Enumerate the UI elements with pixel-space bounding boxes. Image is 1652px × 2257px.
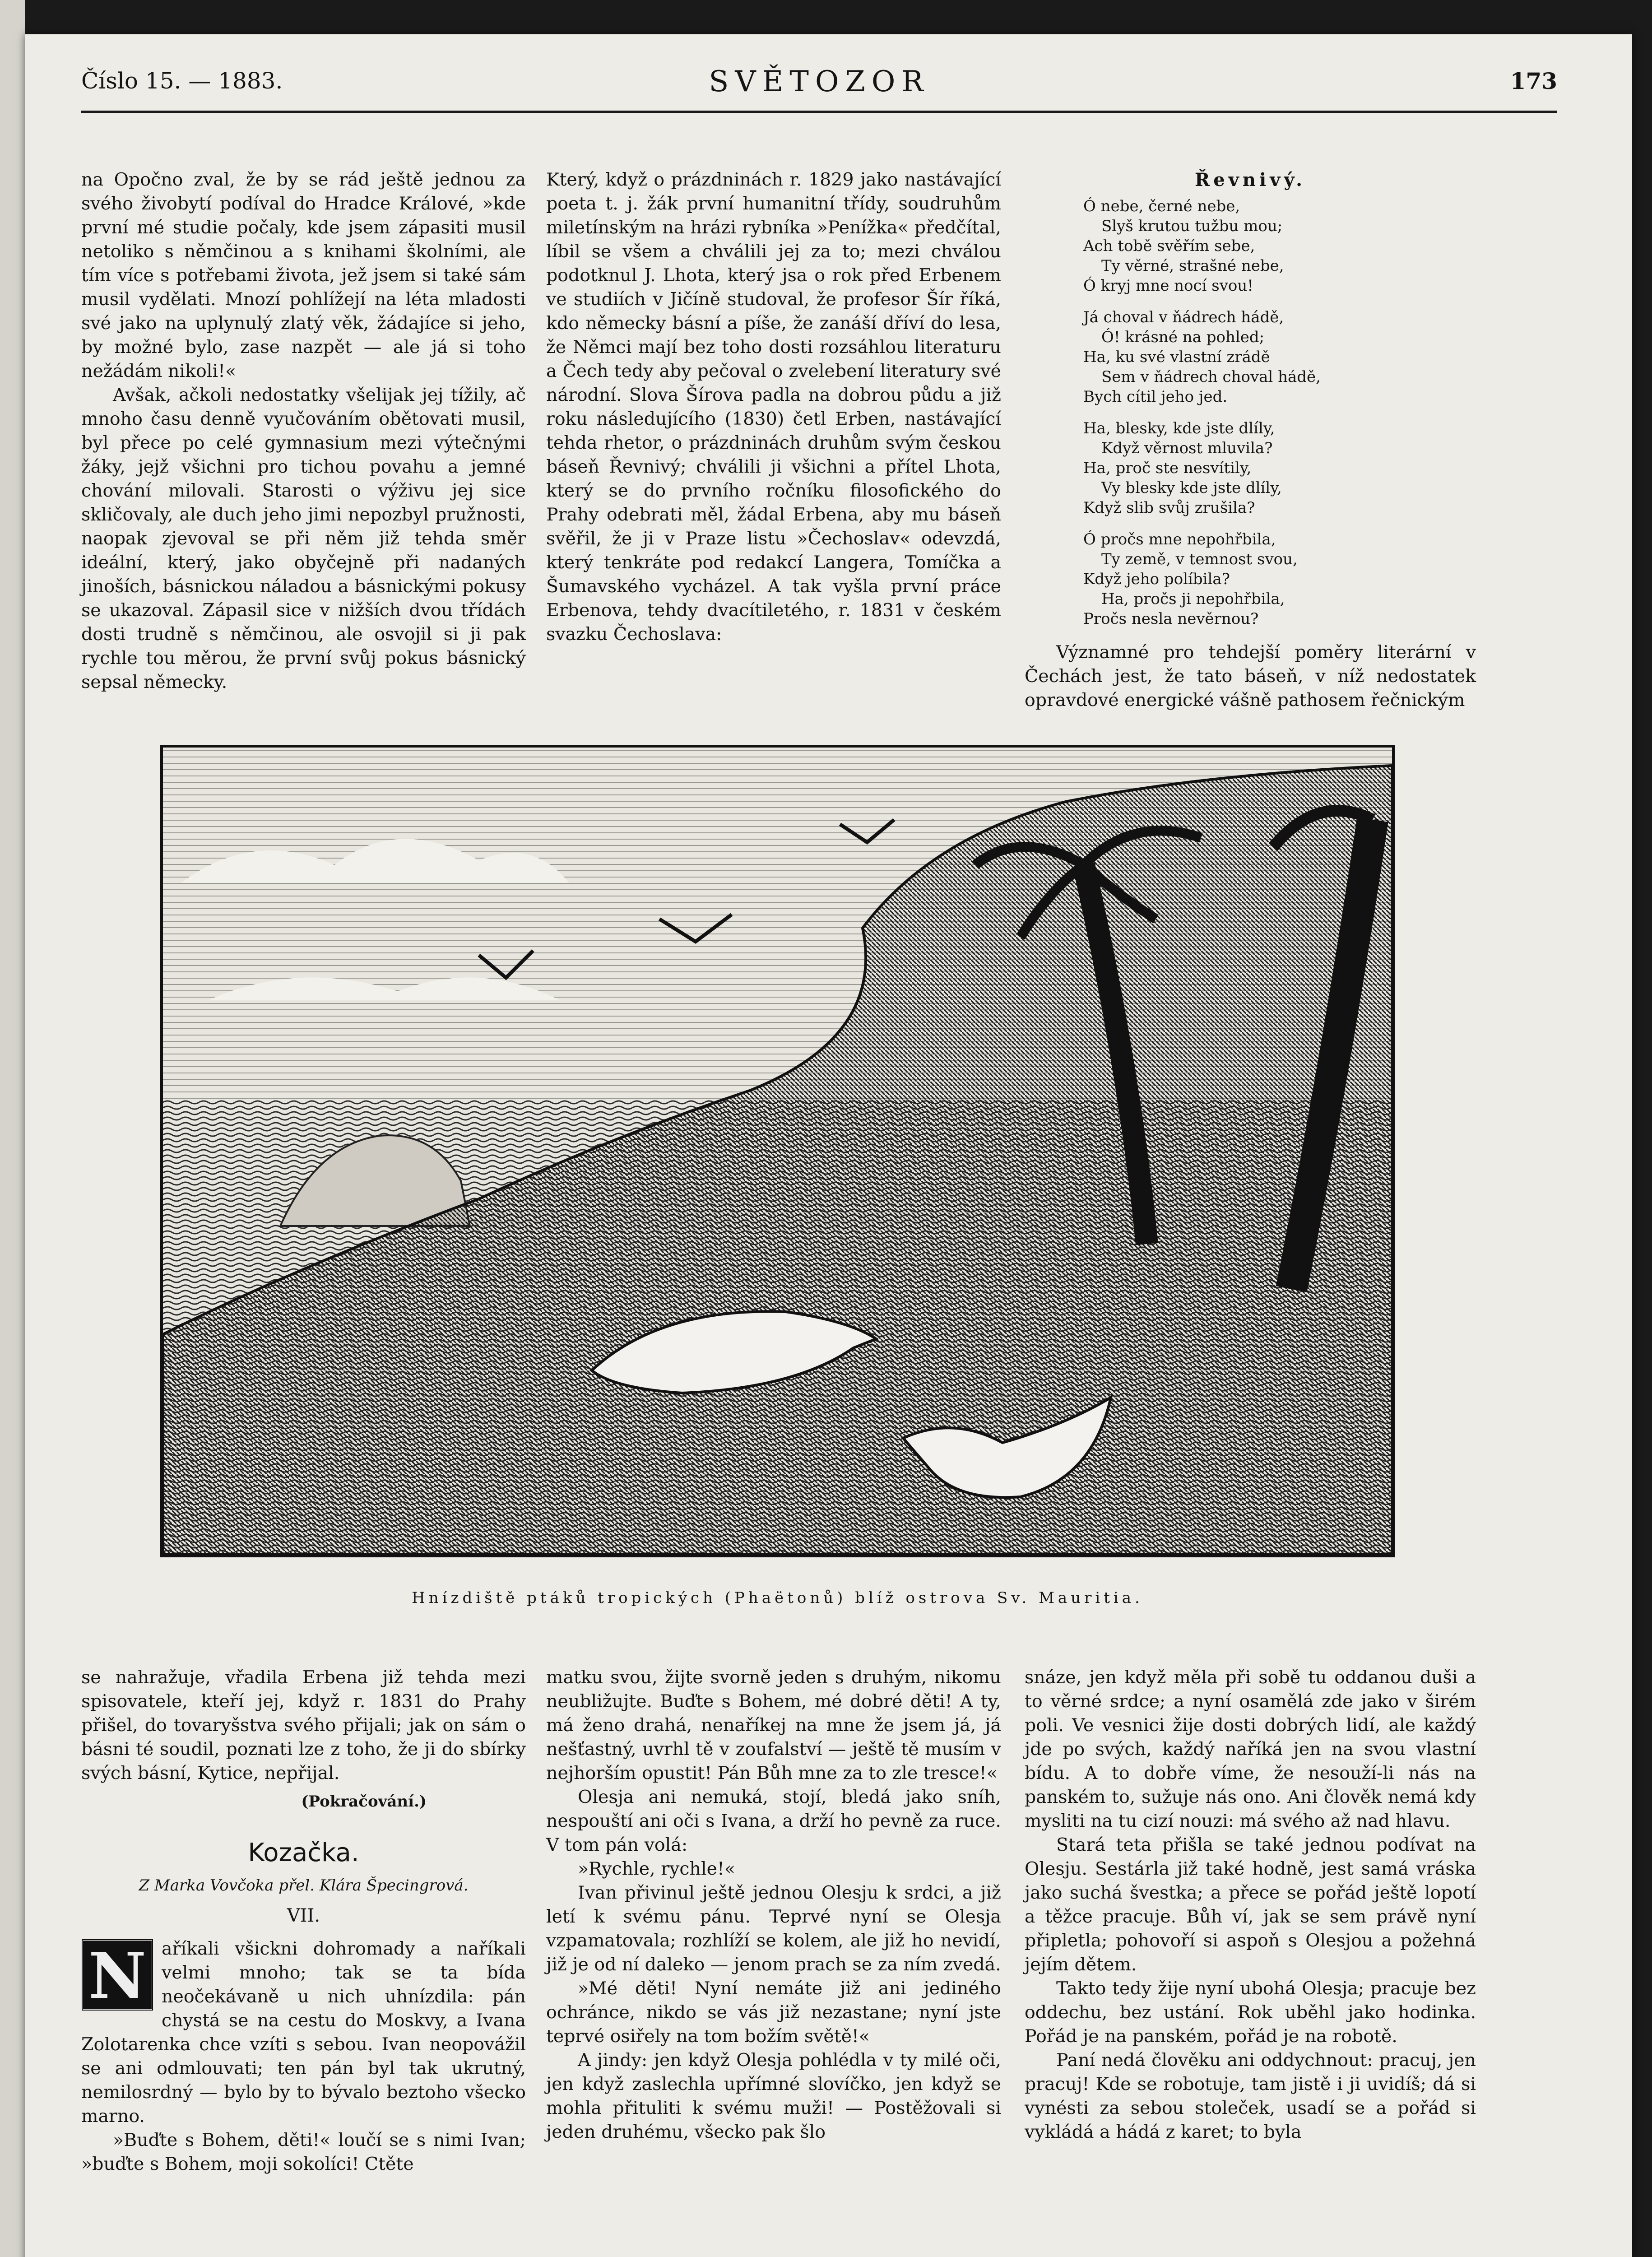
poem-line: Ó kryj mne nocí svou! <box>1083 277 1253 295</box>
paragraph: na Opočno zval, že by se rád ještě jednou za svého živobytí podíval do Hradce Králové, »kde první mé studie počaly, kde jsem zápasiti musil netoliko s němčinou a s knihami školními, ale tím více s potřebami života, jež jsem si také sám musil vydělati. Mnozí pohlížejí na léta mladosti své jako na uplynulý zlatý věk, žádajíce si jeho, by možné bylo, zase nazpět — ale já si toho nežádám nikoli!« <box>81 169 526 381</box>
poem-stanza <box>1025 196 1476 296</box>
paragraph: Významné pro tehdejší poměry literární v Čechách jest, že tato báseň, v níž nedostatek opravdové energické vášně pathosem řečnickým <box>1025 642 1476 711</box>
paragraph <box>81 1937 526 2128</box>
paragraph: Stará teta přišla se také jednou podívat na Olesju. Sestárla již také hodně, jest samá vráska jako suchá švestka; a přece se pořád ještě lopotí a těžce pracuje. Bůh ví, jak se sem právě nyní připletla; pohovoří si aspoň s Olesjou a požehná jejím dětem. <box>1025 1834 1476 1975</box>
column-1-top <box>81 168 526 694</box>
column-1-bottom <box>81 1666 526 2176</box>
paragraph: se nahražuje, vřadila Erbena již tehda mezi spisovatele, kteří jej, když r. 1831 do Prahy přišel, do tovaryšstva svého přijali; jak on sám o básni té soudil, poznati lze z toho, že ji do sbírky svých básní, Kytice, nepřijal. <box>81 1667 526 1783</box>
scan-left-edge <box>0 0 25 2257</box>
poem-stanza <box>1025 529 1476 629</box>
paragraph: Avšak, ačkoli nedostatky všelijak jej tížily, ač mnoho času denně vyučováním obětovati musil, byl přece po celé gymnasium mezi výtečnými žáky, jejž všichni pro tichou povahu a jemné chování milovali. Starosti o výživu jej sice skličovaly, ale duch jeho jimi nepozbyl pružnosti, naopak zjevoval se při něm již tehda směr ideální, který, jako obyčejně při nadaných jinoších, básnickou náladou a básnickými pokusy se ukazoval. Zápasil sice v nižších dvou třídách dosti trudně s němčinou, ale osvojil si ji pak rychle tou měrou, že první svůj pokus básnický sepsal německy. <box>81 385 526 692</box>
illustration-tropic-birds <box>160 745 1395 1557</box>
paragraph: Takto tedy žije nyní ubohá Olesja; pracuje bez oddechu, bez ustání. Rok uběhl jako hodinka. Pořád je na panském, pořád je na robotě. <box>1025 1978 1476 2047</box>
poem-line: Ha, ku své vlastní zrádě <box>1083 348 1270 366</box>
poem-line: Když jeho políbila? <box>1083 570 1230 588</box>
paragraph: Který, když o prázdninách r. 1829 jako nastávající poeta t. j. žák první humanitní třídy, soudruhům miletínským na hrázi rybníka »Penížka« předčítal, líbil se všem a chválili jej za to; mezi chválou podotknul J. Lhota, který jsa o rok před Erbenem ve studiích v Jičíně studoval, že profesor Šír říká, kdo německy básní a píše, že zanáší dříví do lesa, že Němci mají bez toho dosti rozsáhlou literaturu a Čech tedy aby pečoval o zvelebení literatury své národní. Slova Šírova padla na dobrou půdu a již roku následujícího (1830) četl Erben, nastávající tehda rhetor, o prázdninách druhům svým českou báseň Řevnivý; chválili ji všichni a přítel Lhota, který se do prvního ročníku filosofického do Prahy odebrati měl, žádal Erbena, aby mu báseň svěřil, že ji v Praze listu »Čechoslav« odevzdá, který tenkráte pod redakcí Langera, Tomíčka a Šumavského vycházel. A tak vyšla první práce Erbenova, tehdy dvacítiletého, r. 1831 v českém svazku Čechoslava: <box>546 169 1001 645</box>
page-number: 173 <box>1510 68 1557 94</box>
paragraph: »Buďte s Bohem, děti!« loučí se s nimi Ivan; »buďte s Bohem, moji sokolíci! Ctěte <box>81 2130 526 2174</box>
column-3-top <box>1025 168 1476 712</box>
page-header <box>81 65 1557 108</box>
poem-line: Ach tobě svěřím sebe, <box>1083 237 1255 255</box>
poem-line: Vy blesky kde jste dlíly, <box>1101 479 1282 497</box>
poem-line: Sem v ňádrech choval hádě, <box>1101 368 1321 386</box>
illustration-caption: Hnízdiště ptáků tropických (Phaëtonů) blíž ostrova Sv. Mauritia. <box>412 1589 1143 1607</box>
poem-line: Ty věrné, strašné nebe, <box>1101 257 1284 275</box>
poem-line: Ó! krásné na pohled; <box>1101 328 1265 346</box>
poem-line: Ha, pročs ji nepohřbila, <box>1101 590 1285 608</box>
chapter-number: VII. <box>287 1905 320 1926</box>
column-3-bottom <box>1025 1666 1476 2144</box>
paragraph: snáze, jen když měla při sobě tu oddanou duši a to věrné srdce; a nyní osamělá zde jako v širém poli. Ve vesnici žije dosti dobrých lidí, ale každý jde po svých, každý naříká jen na svou vlastní bídu. A to dobře víme, že nesouží-li nás na panském to, sužuje nás ono. Ani člověk nemá kdy mysliti na tu cizí nouzi: má svého až nad hlavu. <box>1025 1667 1476 1831</box>
poem-line: Ó pročs mne nepohřbila, <box>1083 530 1276 548</box>
poem-line: Ha, blesky, kde jste dlíly, <box>1083 419 1275 437</box>
masthead-title: SVĚTOZOR <box>709 65 930 98</box>
paragraph: Ivan přivinul ještě jednou Olesju k srdci, a již letí k svému pánu. Teprvé nyní se Olesja vzpamatovala; rozhlíží se kolem, ale již ho nevidí, již je od ní daleko — jenom prach se za ním zvedá. <box>546 1882 1001 1975</box>
paragraph: »Rychle, rychle!« <box>578 1858 736 1879</box>
poem-line: Pročs nesla nevěrnou? <box>1083 610 1259 628</box>
story-title: Kozačka. <box>248 1838 359 1867</box>
engraving <box>163 748 1392 1555</box>
paragraph: Paní nedá člověku ani oddychnout: pracuj, jen pracuj! Kde se robotuje, tam jistě i ji uvidíš; dá si vynésti za sebou stoleček, usadí se a pořád si vykládá a hádá z karet; to byla <box>1025 2050 1476 2142</box>
poem-line: Ó nebe, černé nebe, <box>1083 197 1240 215</box>
paragraph: matku svou, žijte svorně jeden s druhým, nikomu neubližujte. Buďte s Bohem, mé dobré děti! A ty, má ženo drahá, nenaříkej na mne že jsem já, já nešťastný, uvrhl tě v zoufalství — ještě tě musím v nejhorším opustit! Pán Bůh mne za to zle tresce!« <box>546 1667 1001 1783</box>
poem-line: Když věrnost mluvila? <box>1101 439 1273 457</box>
column-2-bottom <box>546 1666 1001 2144</box>
paragraph: »Mé děti! Nyní nemáte již ani jediného ochránce, nikdo se vás již nezastane; nyní jste teprvé osiřely na tom božím světě!« <box>546 1978 1001 2047</box>
paragraph-text: aříkali všickni dohromady a naříkali velmi mnoho; tak se ta bída neočekávaně u nich uhnízdila: pán chystá se na cestu do Moskvy, a Ivana Zolotarenka chce vzíti s sebou. Ivan neopovážil se ani odmlouvati; ten pán byl tak ukrutný, nemilosrdný — bylo by to bývalo beztoho všecko marno. <box>81 1938 526 2127</box>
poem-line: Bych cítil jeho jed. <box>1083 388 1228 406</box>
poem-line: Ha, proč ste nesvítily, <box>1083 459 1252 477</box>
issue-number: Číslo 15. — 1883. <box>81 68 283 94</box>
paragraph: Olesja ani nemuká, stojí, bledá jako sníh, nespouští ani oči s Ivana, a drží ho pevně za ruce. V tom pán volá: <box>546 1787 1001 1855</box>
poem-line: Slyš krutou tužbu mou; <box>1101 217 1283 235</box>
poem-stanza <box>1025 307 1476 407</box>
poem-line: Já choval v ňádrech hádě, <box>1083 308 1284 326</box>
poem-line: Když slib svůj zrušila? <box>1083 499 1255 517</box>
poem-title: Řevnivý. <box>1194 169 1306 190</box>
column-2-top <box>546 168 1001 646</box>
poem-line: Ty země, v temnost svou, <box>1101 550 1298 568</box>
poem-stanza <box>1025 418 1476 518</box>
drop-cap: N <box>81 1939 153 2011</box>
header-rule <box>81 111 1557 113</box>
paragraph: A jindy: jen když Olesja pohlédla v ty milé oči, jen když zaslechla upřímné slovíčko, jen když se mohla přituliti k svému muži! — Postěžovali si jeden druhému, všecko pak šlo <box>546 2050 1001 2142</box>
story-byline: Z Marka Vovčoka přel. Klára Špecingrová. <box>139 1876 469 1895</box>
continued-note: (Pokračování.) <box>301 1793 427 1811</box>
